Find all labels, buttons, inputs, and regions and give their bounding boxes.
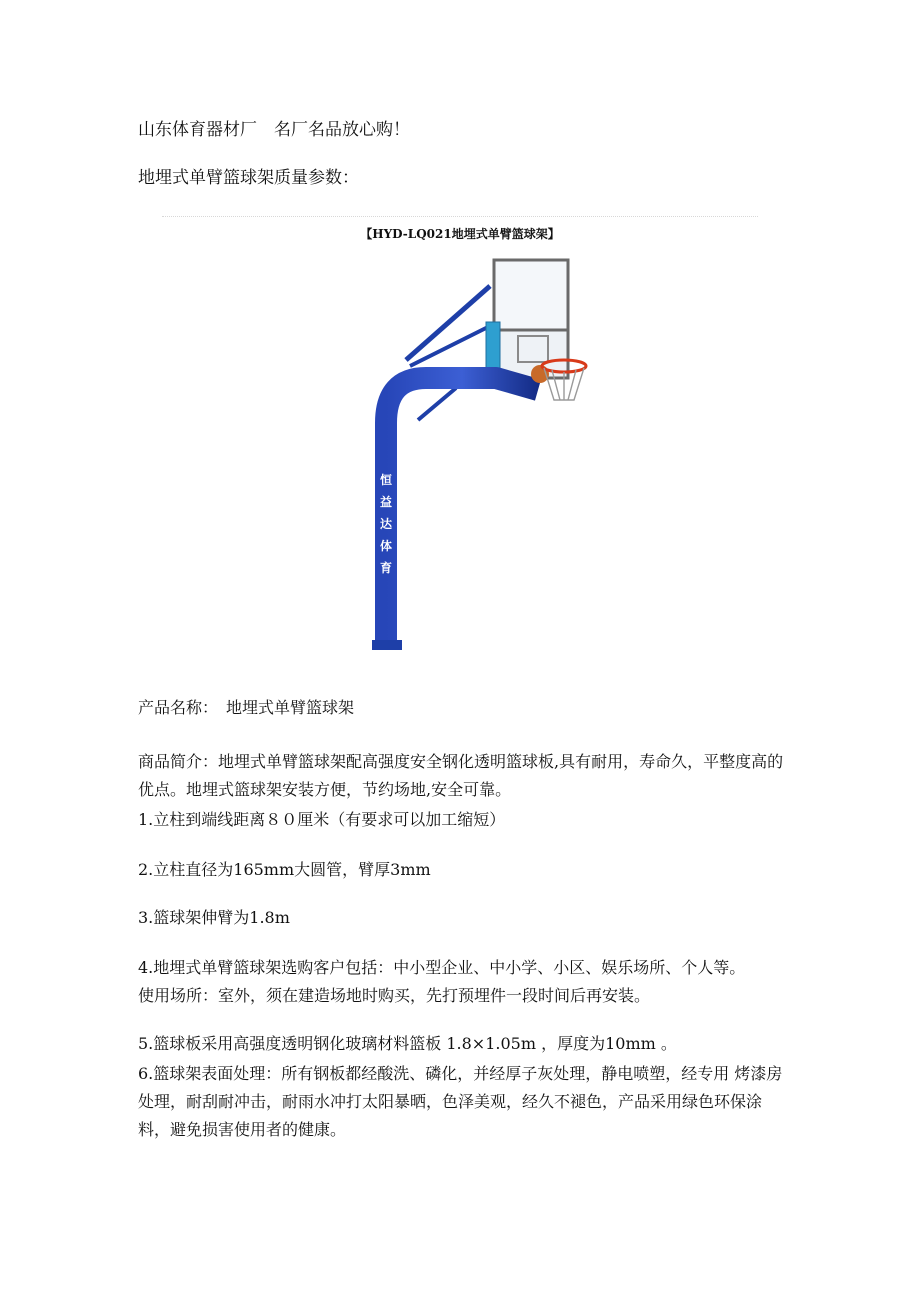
header-line-1: 山东体育器材厂 名厂名品放心购！: [138, 120, 410, 140]
pole-text-3: 达: [379, 517, 393, 531]
spec-item-4: 4.地埋式单臂篮球架选购客户包括：中小型企业、中小学、小区、娱乐场所、个人等。: [138, 958, 746, 977]
spec-item-2: 2.立柱直径为165mm大圆管，臂厚3mm: [138, 860, 431, 879]
spec-item-3: 3.篮球架伸臂为1.8m: [138, 908, 290, 927]
backboard-pad: [486, 322, 500, 372]
spec-item-1: 1.立柱到端线距离８０厘米（有要求可以加工缩短）: [138, 810, 506, 829]
pole-base: [372, 640, 402, 650]
usage-note: 使用场所：室外，须在建造场地时购买，先打预埋件一段时间后再安装。: [138, 986, 651, 1005]
product-name: 产品名称： 地埋式单臂篮球架: [138, 698, 355, 717]
pole-text-1: 恒: [379, 473, 393, 487]
product-intro: 商品简介：地埋式单臂篮球架配高强度安全钢化透明篮球板,具有耐用，寿命久，平整度高的优点。地埋式篮球架安装方便，节约场地,安全可靠。: [138, 752, 784, 799]
spec-item-6: 6.篮球架表面处理：所有钢板都经酸洗、磷化，并经厚子灰处理，静电喷塑，经专用 烤漆房处理，耐刮耐冲击，耐雨水冲打太阳暴晒，色泽美观，经久不褪色，产品采用绿色环保涂料，避免损害使用者的健康。: [138, 1064, 783, 1139]
pole-text-2: 益: [379, 495, 393, 509]
divider: [162, 216, 758, 217]
lower-brace: [418, 388, 456, 420]
spec-item-5: 5.篮球板采用高强度透明钢化玻璃材料篮板 1.8×1.05m ，厚度为10mm 。: [138, 1034, 677, 1053]
basketball-hoop-image: [318, 248, 608, 658]
header-line-2: 地埋式单臂篮球架质量参数：: [138, 168, 359, 188]
pole: [386, 378, 538, 648]
pole-text-5: 育: [379, 561, 393, 575]
pole-text-4: 体: [379, 539, 393, 553]
image-caption: 【HYD-LQ021地埋式单臂篮球架】: [360, 227, 560, 241]
